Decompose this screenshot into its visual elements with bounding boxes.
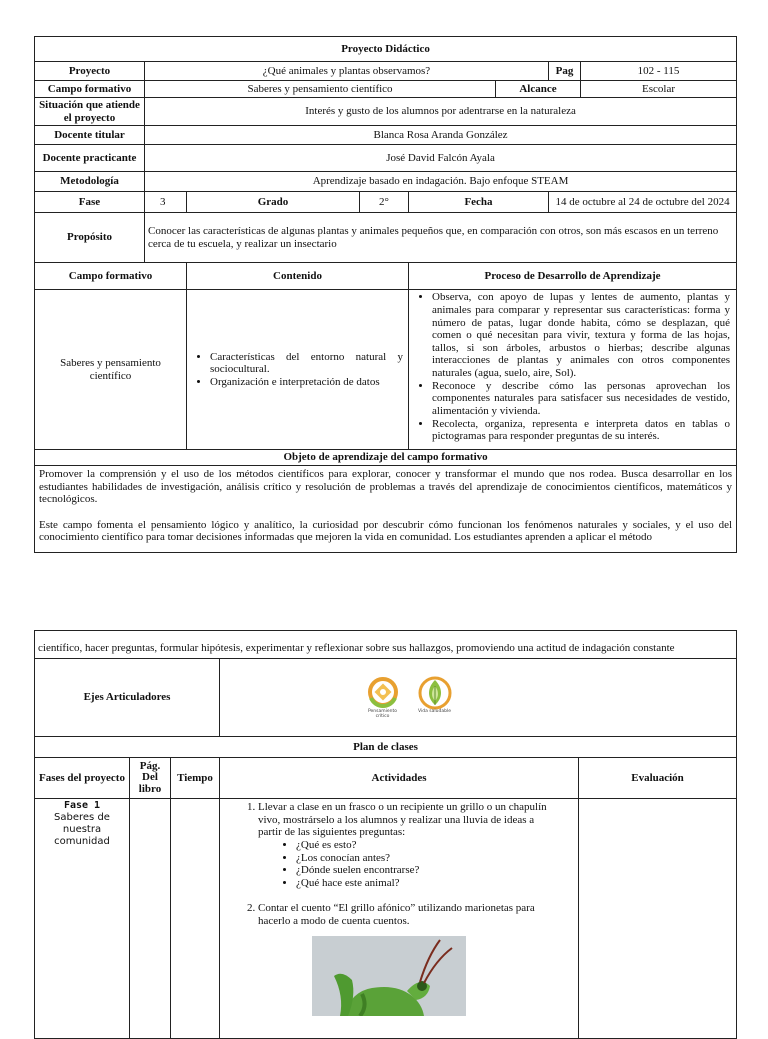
value-campo-formativo: Saberes y pensamiento científico [145,81,496,98]
fase1-tiempo [171,799,220,1039]
fase1-pag [130,799,171,1039]
value-pag: 102 - 115 [581,62,737,81]
value-situacion: Interés y gusto de los alumnos por adentrarse en la naturaleza [145,98,737,126]
fase1-cell [35,799,130,1039]
header-campo-formativo: Campo formativo [35,263,187,290]
header-pag-libro: Pág. Del libro [130,758,171,799]
label-fase: Fase [35,192,145,213]
header-pda: Proceso de Desarrollo de Aprendizaje [409,263,737,290]
fase1-evaluacion [579,799,737,1039]
label-metodologia: Metodología [35,172,145,192]
value-grado: 2° [360,192,409,213]
objeto-paragraph-1: Promover la comprensión y el uso de los métodos científicos para explorar, conocer y transformar el mundo que nos rodea. Busca desarrollar en los estudiantes habilidades de investigación, análisis crítico y resolución de problemas a través del aprendizaje de conocimientos científicos, matemáticos y tecnológicos. [39,467,733,506]
value-docente-practicante: José David Falcón Ayala [145,145,737,172]
grasshopper-photo [312,936,466,1016]
pensamiento-critico-icon [366,676,400,710]
list-item [258,801,558,902]
label-fecha: Fecha [409,192,549,213]
contenido-cell [187,290,409,450]
header-actividades: Actividades [220,758,579,799]
logo-caption: Pensamiento crítico [367,708,398,719]
list-item: • ¿Qué hace este animal? [296,877,558,890]
campo-formativo-cell: Saberes y pensamiento científico [35,290,187,450]
document-title: Proyecto Didáctico [35,37,737,62]
plan-de-clases-table [34,630,737,1039]
vida-saludable-icon [417,676,453,710]
objeto-paragraph-2: Este campo fomenta el pensamiento lógico y analítico, la curiosidad por descubrir cómo funcionan los fenómenos naturales y sociales, y el uso del conocimiento científico para tomar decisiones informadas que mejoren la vida en comunidad. Los estudiantes aprenden a aplicar el método [39,518,733,544]
logo-vida-saludable [415,676,455,715]
pda-list [412,291,730,443]
grasshopper-puppet-icon [312,936,466,1016]
label-campo-formativo: Campo formativo [35,81,145,98]
continuation-text: científico, hacer preguntas, formular hipótesis, experimentar y reflexionar sobre sus hallazgos, promoviendo una actitud de indagación constante [35,631,737,659]
ejes-logos-cell [220,659,737,737]
questions-list [258,839,558,890]
activities-list [220,801,558,928]
list-item: • ¿Dónde suelen encontrarse? [296,864,558,877]
value-alcance: Escolar [581,81,737,98]
list-item [258,902,558,927]
label-grado: Grado [187,192,360,213]
project-header-table [34,36,737,553]
label-docente-titular: Docente titular [35,126,145,145]
list-item: • Organización e interpretación de datos [210,376,403,389]
header-tiempo: Tiempo [171,758,220,799]
label-situacion: Situación que atiende el proyecto [35,98,145,126]
fase1-actividades [220,799,579,1039]
list-item: • Reconoce y describe cómo las personas aprovechan los componentes naturales para satisfacer sus necesidades de vestido, alimentación y vivienda. [432,380,730,418]
label-alcance: Alcance [496,81,581,98]
objeto-title: Objeto de aprendizaje del campo formativo [35,450,737,466]
list-item: • ¿Los conocían antes? [296,852,558,865]
objeto-body [35,465,737,552]
value-fase: 3 [145,192,187,213]
ejes-label: Ejes Articuladores [35,659,220,737]
value-metodologia: Aprendizaje basado en indagación. Bajo enfoque STEAM [145,172,737,192]
label-proyecto: Proyecto [35,62,145,81]
label-pag: Pag [549,62,581,81]
header-evaluacion: Evaluación [579,758,737,799]
value-docente-titular: Blanca Rosa Aranda González [145,126,737,145]
header-fases: Fases del proyecto [35,758,130,799]
list-item: • ¿Qué es esto? [296,839,558,852]
pda-cell [409,290,737,450]
fase1-subtitle: Saberes de nuestra comunidad [54,811,110,847]
logo-caption: Vida saludable [418,708,451,714]
logo-pensamiento-critico [365,676,401,720]
list-item: • Características del entorno natural y sociocultural. [210,351,403,376]
value-fecha: 14 de octubre al 24 de octubre del 2024 [549,192,737,213]
fase1-title: Fase 1 [63,800,101,811]
label-docente-practicante: Docente practicante [35,145,145,172]
label-proposito: Propósito [35,213,145,263]
value-proyecto: ¿Qué animales y plantas observamos? [145,62,549,81]
list-item: • Recolecta, organiza, representa e interpreta datos en tablas o pictogramas para responder preguntas de su interés. [432,418,730,443]
contenido-list [190,351,403,389]
plan-title: Plan de clases [35,737,737,758]
value-proposito: Conocer las características de algunas plantas y animales pequeños que, en comparación con otros, son más escasos en un terreno cerca de tu escuela, y realizar un insectario [145,213,737,263]
header-contenido: Contenido [187,263,409,290]
activity-2-text: Contar el cuento “El grillo afónico” utilizando marionetas para hacerlo a modo de cuenta cuentos. [258,902,535,928]
ejes-logos [223,676,596,720]
list-item: • Observa, con apoyo de lupas y lentes de aumento, plantas y animales para comparar y representar sus características: forma y número de patas, lugar donde habita, cómo se desplazan, qué comen o qué necesitan para vivir, textura y forma de las hojas, tallos, si son árboles, arbustos o hierbas; describe algunas interacciones de plantas y animales con otros componentes naturales (agua, suelo, aire, Sol). [432,291,730,379]
activity-1-text: Llevar a clase en un frasco o un recipiente un grillo o un chapulín vivo, mostrárselo a los alumnos y realizar una lluvia de ideas a partir de las siguientes preguntas: [258,801,547,839]
